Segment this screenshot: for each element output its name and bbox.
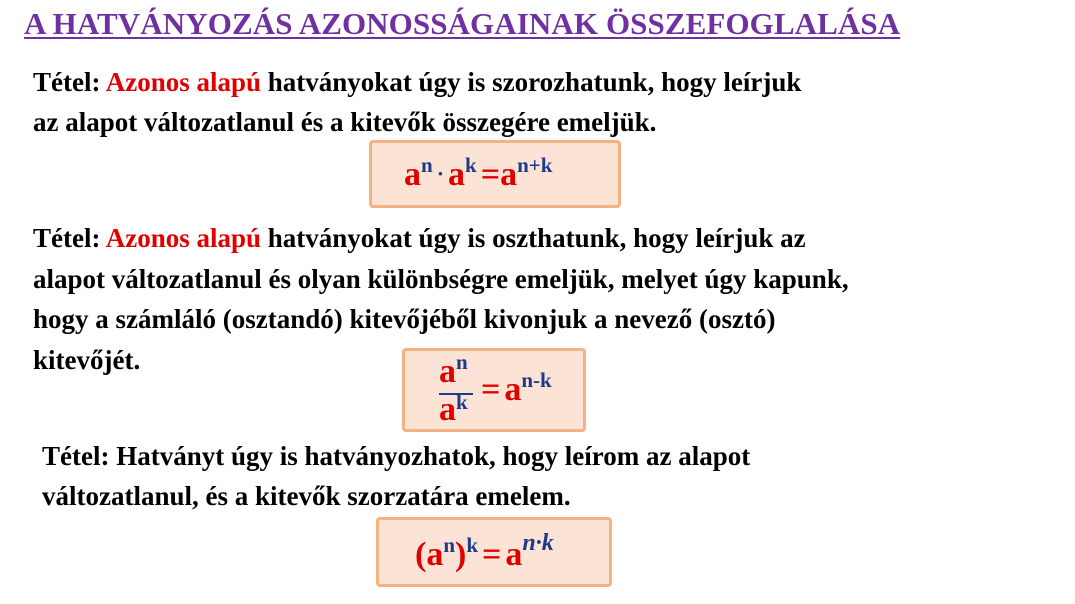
page-title: A HATVÁNYOZÁS AZONOSSÁGAINAK ÖSSZEFOGLALÁSA (24, 6, 901, 41)
formula3: (an)k = an·k (415, 530, 554, 573)
formula1: an · ak =an+k (404, 153, 553, 193)
rule1-text (33, 62, 801, 142)
formula2-box (402, 348, 586, 432)
rule3-line2: változatlanul, és a kitevők szorzatára emelem. (42, 481, 571, 511)
formula2-numerator: an (439, 350, 468, 390)
rule2-line1: Tétel: Azonos alapú hatványokat úgy is oszthatunk, hogy leírjuk az (33, 223, 806, 253)
formula2-result: = an-k (481, 368, 552, 408)
rule3-text (42, 436, 750, 516)
formula3-box (376, 517, 612, 587)
formula2-denominator: ak (439, 390, 468, 428)
rule2-line3: hogy a számláló (osztandó) kitevőjéből kivonjuk a nevező (osztó) (33, 304, 776, 334)
rule2-line4: kitevőjét. (33, 344, 141, 375)
rule1-line2: az alapot változatlanul és a kitevők összegére emeljük. (33, 107, 657, 137)
rule3-line1: Tétel: Hatványt úgy is hatványozhatok, hogy leírom az alapot (42, 441, 751, 471)
formula1-box (369, 140, 621, 208)
rule1-line1: Tétel: Azonos alapú hatványokat úgy is szorozhatunk, hogy leírjuk (33, 67, 802, 97)
rule1-highlight: Azonos alapú (105, 67, 262, 97)
rule2-highlight: Azonos alapú (105, 223, 262, 253)
rule2-line2: alapot változatlanul és olyan különbségre emeljük, melyet úgy kapunk, (33, 263, 849, 294)
